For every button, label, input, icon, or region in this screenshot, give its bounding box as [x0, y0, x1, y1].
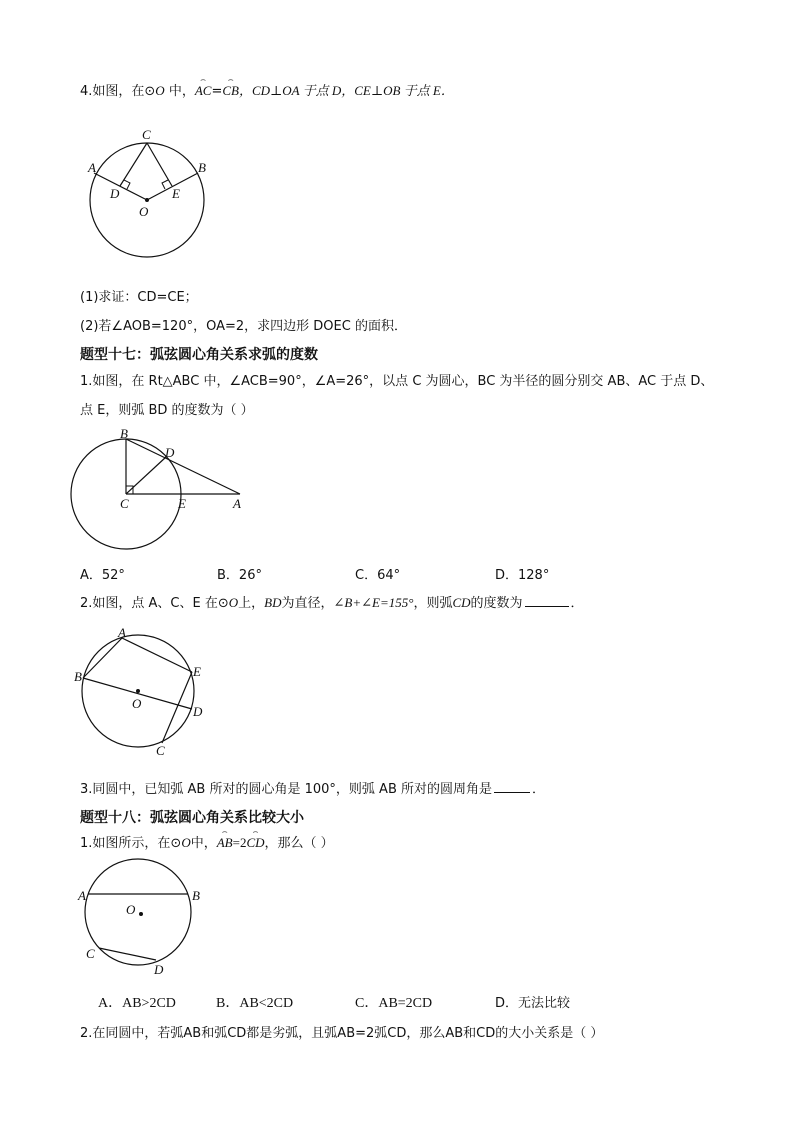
s17-q3-end: ．	[532, 782, 546, 797]
s18-q1-arc-cd: ⌢ CD	[246, 835, 264, 850]
s18-q1-label-o: O	[126, 902, 136, 917]
s17-q1-option-a: A．52°	[80, 568, 125, 583]
s17-q1-label-d: D	[165, 445, 175, 460]
q4-right-angle-e	[162, 180, 168, 189]
s17-q2-circle-symbol: ⊙	[217, 596, 229, 611]
s17-q2-bd: BD	[264, 595, 282, 610]
s18-q1-text-c: ，那么（ ）	[264, 836, 334, 851]
q4-arc-ac: ⌢ AC	[195, 83, 212, 98]
s17-q2-angles: ∠B+∠E=155°	[333, 595, 414, 610]
s17-q3-stem	[80, 778, 545, 797]
q4-center-dot	[145, 198, 149, 202]
s17-q1-option-d: D．128°	[495, 568, 550, 583]
s17-q2-o: O	[228, 595, 239, 610]
section18-title: 题型十八：弧弦圆心角关系比较大小	[80, 810, 304, 826]
s17-q2-text-d: ，则弧	[413, 596, 453, 611]
s18-q1-arc-ab: ⌢ AB	[217, 835, 233, 850]
q4-line-ce	[147, 143, 172, 186]
s18-q2-text: 2.在同圆中，若弧AB和弧CD都是劣弧，且弧AB=2弧CD，那么AB和CD的大小关系是（ ）	[80, 1026, 604, 1041]
s18-q1-label-d: D	[154, 962, 164, 977]
s17-q3-answer-blank[interactable]	[494, 791, 530, 793]
s17-q2-label-o: O	[132, 696, 142, 711]
section17-title: 题型十七：弧弦圆心角关系求弧的度数	[80, 347, 318, 363]
q4-label-a: A	[88, 160, 96, 175]
s18-q1-label-b: B	[192, 888, 200, 903]
s17-q2-label-b: B	[74, 669, 82, 684]
s17-q2-text-a: 2.如图，点 A、C、E 在	[80, 596, 218, 611]
s17-q2-center-dot	[136, 689, 140, 693]
s17-q2-end: ．	[570, 596, 584, 611]
s17-q1-line1: 1.如图，在 Rt△ABC 中，∠ACB=90°，∠A=26°，以点 C 为圆心，BC 为半径的圆分别交 AB、AC 于点 D、	[80, 374, 714, 389]
s17-q1-label-b: B	[120, 426, 128, 441]
s17-q1-label-c: C	[120, 496, 129, 511]
q4-line-oa	[94, 173, 147, 200]
s17-q1-option-b: B．26°	[217, 568, 262, 583]
s17-q2-cd: CD	[452, 595, 471, 610]
q4-label-o: O	[139, 204, 149, 219]
s17-q1-option-c: C．64°	[355, 568, 401, 583]
s17-q1-figure	[70, 420, 250, 560]
s17-q3-text: 3.同圆中，已知弧 AB 所对的圆心角是 100°，则弧 AB 所对的圆周角是	[80, 782, 493, 797]
s18-q1-circle	[85, 859, 191, 965]
s17-q2-answer-blank[interactable]	[525, 605, 569, 607]
q4-line-cd	[120, 143, 147, 186]
q4-part2: (2)若∠AOB=120°，OA=2，求四边形 DOEC 的面积．	[80, 319, 407, 334]
s17-q2-label-a: A	[118, 625, 126, 640]
s17-q2-text-b: 上，	[238, 596, 265, 611]
s18-q1-label-c: C	[86, 946, 95, 961]
s17-q2-text-e: 的度数为	[470, 596, 523, 611]
s17-q1-line-ba	[126, 439, 240, 494]
s18-q1-option-c: C．AB=2CD	[355, 996, 433, 1011]
q4-circle-o: O	[155, 83, 165, 98]
s18-q1-o: O	[181, 835, 191, 850]
s18-q1-chord-cd	[99, 948, 156, 960]
q4-label-e: E	[172, 186, 180, 201]
q4-rest: ，CD⊥OA 于点 D，CE⊥OB 于点 E．	[238, 83, 454, 98]
q4-part1: (1)求证：CD=CE；	[80, 290, 198, 305]
s17-q2-label-d: D	[193, 704, 203, 719]
s17-q1-line2: 点 E，则弧 BD 的度数为（ ）	[80, 403, 254, 418]
s18-q1-circle-symbol: ⊙	[170, 836, 182, 851]
s17-q1-label-e: E	[178, 496, 186, 511]
q4-figure	[80, 120, 220, 270]
s18-q1-text-a: 1.如图所示，在	[80, 836, 171, 851]
s17-q2-figure	[70, 622, 220, 757]
s17-q1-label-a: A	[233, 496, 241, 511]
s18-q1-label-a: A	[78, 888, 86, 903]
s18-q1-option-d: D．无法比较	[495, 996, 571, 1011]
s18-q1-text-b: 中，	[190, 836, 217, 851]
s17-q1-line-cd	[126, 457, 166, 494]
q4-right-angle-d	[124, 180, 130, 189]
s18-q1-stem	[80, 832, 334, 851]
s18-q1-figure	[74, 852, 214, 980]
q4-mid: 中，	[164, 84, 195, 99]
s18-q1-option-b: B．AB<2CD	[216, 996, 294, 1011]
s18-q1-option-a: A．AB>2CD	[98, 996, 176, 1011]
s17-q2-label-e: E	[193, 664, 201, 679]
q4-prefix: 4.如图，在⊙	[80, 84, 156, 99]
q4-arc-cb: ⌢ CB	[222, 83, 239, 98]
s18-q1-eq: =2	[232, 835, 247, 850]
q4-label-c: C	[142, 127, 151, 142]
q4-stem	[80, 80, 454, 99]
s17-q2-label-c: C	[156, 743, 165, 757]
s18-q1-center-dot	[139, 912, 143, 916]
s17-q2-stem	[80, 592, 584, 611]
q4-eq: =	[211, 84, 223, 99]
s17-q2-line-ba	[83, 638, 122, 678]
s17-q2-text-c: 为直径，	[281, 596, 334, 611]
q4-label-b: B	[198, 160, 206, 175]
q4-label-d: D	[110, 186, 120, 201]
